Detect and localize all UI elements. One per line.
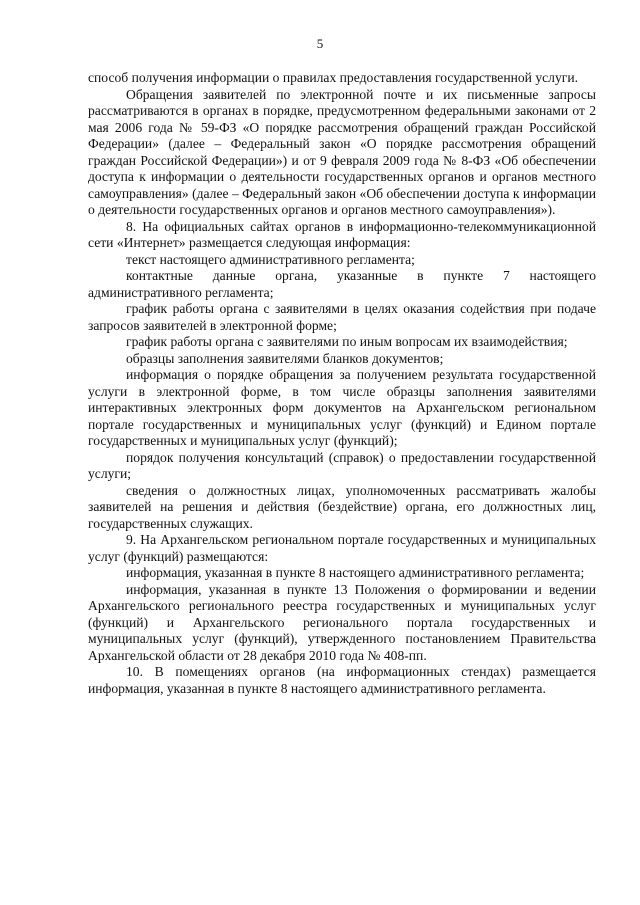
list-item-consultations: порядок получения консультаций (справок) о предоставлении государственной услуги; (88, 449, 596, 481)
paragraph-appeals: Обращения заявителей по электронной почте и их письменные запросы рассматриваются в органах в порядке, предусмотренном федеральными законами от 2 мая 2006 года № 59-ФЗ «О порядке рассмотрения обращений граждан Российской Федерации» (далее – Федеральный закон «О порядке рассмотрения обращений граждан Российской Федерации») и от 9 февраля 2009 года № 8-ФЗ «Об обеспечении доступа к информации о деятельности государственных органов и органов местного самоуправления» (далее – Федеральный закон «Об обеспечении доступа к информации о деятельности государственных органов и органов местного самоуправления»). (88, 86, 596, 217)
list-item-electronic-result: информация о порядке обращения за получением результата государственной услуги в электронной форме, в том числе образцы заполнения заявителями интерактивных электронных форм документов на Архангельском региональном портале государственных и муниципальных услуг (функций) и Едином портале государственных и муниципальных услуг (функций); (88, 367, 596, 448)
paragraph-item-8: 8. На официальных сайтах органов в информационно-телекоммуникационной сети «Интернет» размещается следующая информация: (88, 218, 596, 250)
list-item-item-13-info: информация, указанная в пункте 13 Положения о формировании и ведении Архангельского регионального реестра государственных и муниципальных услуг (функций) и Архангельского регионального портала государственных и муниципальных услуг (функций), утвержденного постановлением Правительства Архангельской области от 28 декабря 2010 года № 408-пп. (88, 581, 596, 663)
paragraph-item-9: 9. На Архангельском региональном портале государственных и муниципальных услуг (функций) размещаются: (88, 532, 596, 564)
paragraph-item-10: 10. В помещениях органов (на информационных стендах) размещается информация, указанная в пункте 8 настоящего административного регламента. (88, 664, 596, 696)
list-item-schedule-other: график работы органа с заявителями по иным вопросам их взаимодействия; (126, 334, 568, 349)
paragraph-continuation: способ получения информации о правилах предоставления государственной услуги. (88, 70, 578, 85)
list-item-form-samples: образцы заполнения заявителями бланков документов; (126, 350, 444, 366)
list-item-item-8-info: информация, указанная в пункте 8 настоящего административного регламента; (126, 565, 585, 580)
list-item-regulation-text: текст настоящего административного регламента; (126, 251, 415, 267)
list-item-schedule-electronic: график работы органа с заявителями в целях оказания содействия при подаче запросов заявителей в электронной форме; (88, 301, 596, 333)
page-number: 5 (316, 36, 324, 51)
list-item-officials: сведения о должностных лицах, уполномоченных рассматривать жалобы заявителей на решения и действия (бездействие) органа, его должностных лиц, государственных служащих. (88, 482, 596, 531)
document-body (88, 70, 596, 697)
list-item-contact-data: контактные данные органа, указанные в пункте 7 настоящего административного регламента; (88, 268, 596, 300)
